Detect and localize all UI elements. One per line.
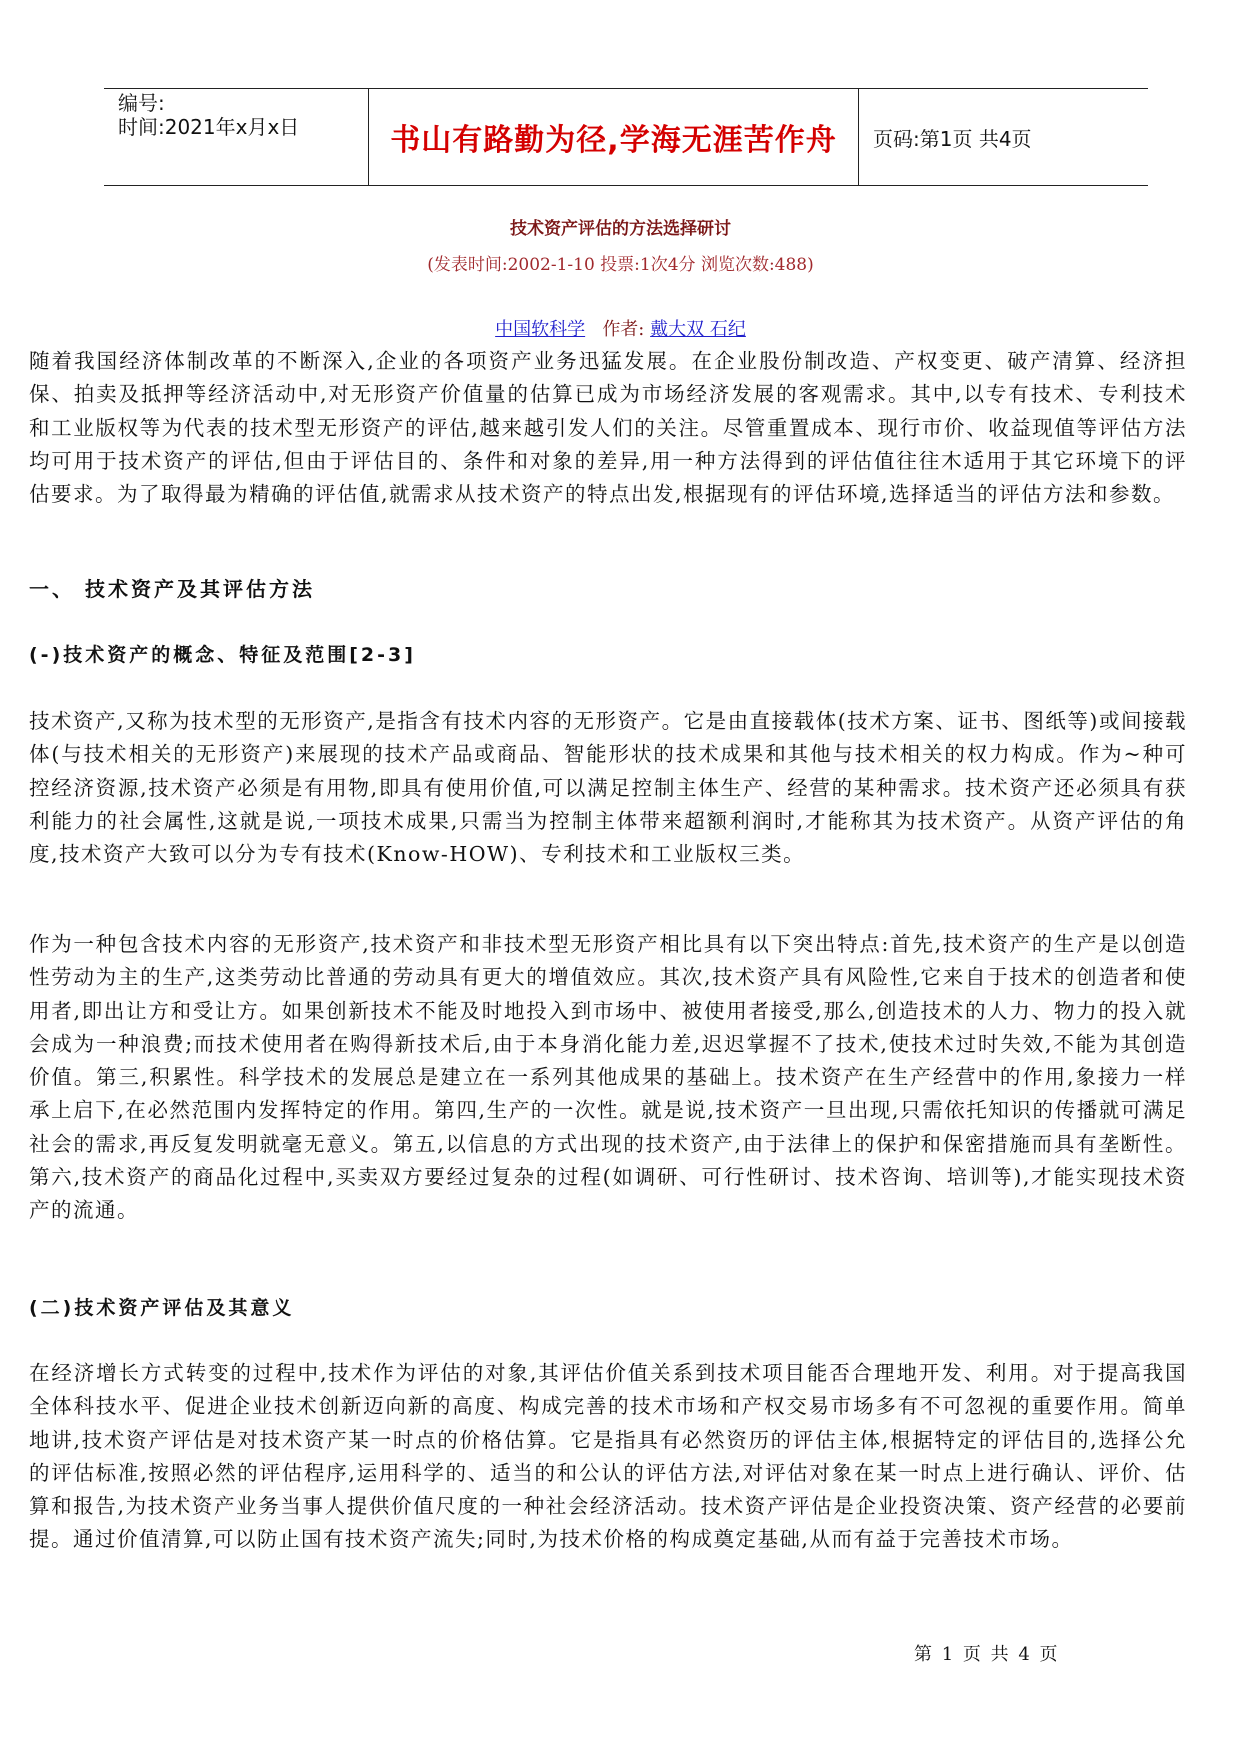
author-label: 作者: (602, 319, 645, 340)
intro-paragraph: 随着我国经济体制改革的不断深入,企业的各项资产业务迅猛发展。在企业股份制改造、产权变更、破产清算、经济担保、拍卖及抵押等经济活动中,对无形资产价值量的估算已成为市场经济发展的客观需求。其中,以专有技术、专利技术和工业版权等为代表的技术型无形资产的评估,越来越引发人们的关注。尽管重置成本、现行市价、收益现值等评估方法均可用于技术资产的评估,但由于评估目的、条件和对象的差异,用一种方法得到的评估值往往木适用于其它环境下的评估要求。为了取得最为精确的评估值,就需求从技术资产的特点出发,根据现有的评估环境,选择适当的评估方法和参数。 (29, 349, 1187, 507)
motto-text: 书山有路勤为径,学海无涯苦作舟 (390, 123, 837, 158)
paragraph-3: 在经济增长方式转变的过程中,技术作为评估的对象,其评估价值关系到技术项目能否合理地开发、利用。对于提高我国全体科技水平、促进企业技术创新迈向新的高度、构成完善的技术市场和产权交易市场多有不可忽视的重要作用。简单地讲,技术资产评估是对技术资产某一时点的价格估算。它是指具有必然资历的评估主体,根据特定的评估目的,选择公允的评估标准,按照必然的评估程序,运用科学的、适当的和公认的评估方法,对评估对象在某一时点上进行确认、评价、估算和报告,为技术资产业务当事人提供价值尺度的一种社会经济活动。技术资产评估是企业投资决策、资产经营的必要前提。通过价值清算,可以防止国有技术资产流失;同时,为技术价格的构成奠定基础,从而有益于完善技术市场。 (29, 1361, 1187, 1552)
document-number-label: 编号: (118, 91, 165, 115)
section1-heading: 一、 技术资产及其评估方法 (29, 577, 315, 601)
header-motto-cell (369, 89, 859, 185)
paragraph-2: 作为一种包含技术内容的无形资产,技术资产和非技术型无形资产相比具有以下突出特点:首先,技术资产的生产是以创造性劳动为主的生产,这类劳动比普通的劳动具有更大的增值效应。其次,技术资产具有风险性,它来自于技术的创造者和使用者,即出让方和受让方。如果创新技术不能及时地投入到市场中、被使用者接受,那么,创造技术的人力、物力的投入就会成为一种浪费;而技术使用者在购得新技术后,由于本身消化能力差,迟迟掌握不了技术,使技术过时失效,不能为其创造价值。第三,积累性。科学技术的发展总是建立在一系列其他成果的基础上。技术资产在生产经营中的作用,象接力一样承上启下,在必然范围内发挥特定的作用。第四,生产的一次性。就是说,技术资产一旦出现,只需依托知识的传播就可满足社会的需求,再反复发明就毫无意义。第五,以信息的方式出现的技术资产,由于法律上的保护和保密措施而具有垄断性。第六,技术资产的商品化过程中,买卖双方要经过复杂的过程(如调研、可行性研讨、技术咨询、培训等),才能实现技术资产的流通。 (29, 932, 1187, 1223)
document-time-label: 时间:2021年x月x日 (118, 115, 300, 139)
header-page-cell (859, 89, 1148, 185)
article-title: 技术资产评估的方法选择研讨 (510, 219, 731, 239)
authors-link[interactable]: 戴大双 石纪 (650, 319, 746, 340)
source-link[interactable]: 中国软科学 (495, 319, 586, 340)
document-header (104, 88, 1148, 186)
header-left-cell (104, 89, 369, 185)
article-meta: (发表时间:2002-1-10 投票:1次4分 浏览次数:488) (427, 255, 814, 275)
subsection1-heading: (-)技术资产的概念、特征及范围[2-3] (29, 644, 416, 666)
subsection2-heading: (二)技术资产评估及其意义 (29, 1297, 295, 1319)
page-footer: 第 1 页 共 4 页 (914, 1644, 1060, 1665)
paragraph-1: 技术资产,又称为技术型的无形资产,是指含有技术内容的无形资产。它是由直接载体(技术方案、证书、图纸等)或间接载体(与技术相关的无形资产)来展现的技术产品或商品、智能形状的技术成果和其他与技术相关的权力构成。作为~种可控经济资源,技术资产必须是有用物,即具有使用价值,可以满足控制主体生产、经营的某种需求。技术资产还必须具有获利能力的社会属性,这就是说,一项技术成果,只需当为控制主体带来超额利润时,才能称其为技术资产。从资产评估的角度,技术资产大致可以分为专有技术(Know-HOW)、专利技术和工业版权三类。 (29, 709, 1187, 867)
article-source-line (0, 315, 1241, 341)
header-page-info: 页码:第1页 共4页 (873, 126, 1032, 151)
